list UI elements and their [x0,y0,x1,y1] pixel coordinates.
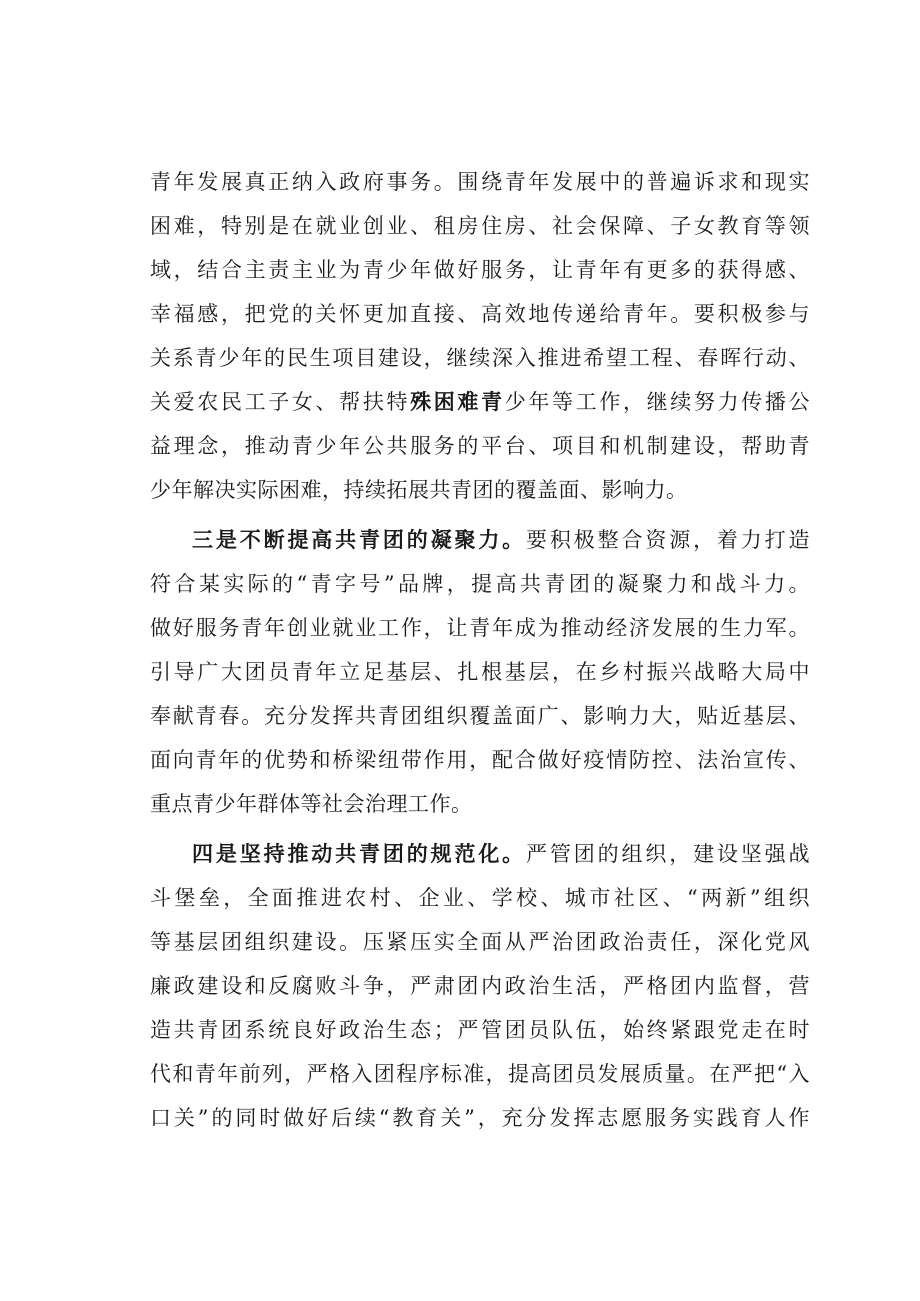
text-segment: 青年发展真正纳入政府事务。围绕青年发展中的普遍诉求和现实 [150,170,810,194]
text-segment: 等基层团组织建设。压紧压实全面从严治团政治责任，深化党风 [150,930,810,954]
text-segment: 重点青少年群体等社会治理工作。 [150,792,473,816]
text-segment: 少年等工作，继续努力传播公 [504,390,811,414]
text-line [150,876,810,920]
paragraph [150,160,810,512]
text-segment: 做好服务青年创业就业工作，让青年成为推动经济发展的生力军。 [150,616,810,640]
text-line [150,336,810,380]
text-segment: 少年解决实际困难，持续拓展共青团的覆盖面、影响力。 [150,478,688,502]
text-line [150,248,810,292]
text-segment: 廉政建设和反腐败斗争，严肃团内政治生活，严格团内监督，营 [150,974,810,998]
text-line [150,292,810,336]
bold-text: 三是不断提高共青团的凝聚力。 [192,527,527,552]
text-segment: 关爱农民工子女、帮扶特 [150,390,411,414]
text-line [150,204,810,248]
text-line [150,606,810,650]
text-segment: 幸福感，把党的关怀更加直接、高效地传递给青年。要积极参与 [150,302,810,326]
text-line [150,380,810,424]
text-line [150,424,810,468]
text-segment: 要积极整合资源，着力打造 [526,528,811,552]
text-line [150,694,810,738]
text-line [150,782,810,826]
text-line [150,964,810,1008]
text-segment: 严管团的组织，建设坚强战 [526,842,811,866]
text-segment: 益理念，推动青少年公共服务的平台、项目和机制建设，帮助青 [150,434,810,458]
text-line [150,832,810,876]
text-line [150,562,810,606]
paragraph [150,518,810,826]
text-segment: 引导广大团员青年立足基层、扎根基层，在乡村振兴战略大局中 [150,660,810,684]
body-text [150,160,810,1140]
text-segment: 域，结合主责主业为青少年做好服务，让青年有更多的获得感、 [150,258,810,282]
text-segment: 困难，特别是在就业创业、租房住房、社会保障、子女教育等领 [150,214,810,238]
bold-text: 殊困难青 [410,389,505,414]
text-line [150,518,810,562]
text-line [150,920,810,964]
text-segment: 奉献青春。充分发挥共青团组织覆盖面广、影响力大，贴近基层、 [150,704,810,728]
text-segment: 关系青少年的民生项目建设，继续深入推进希望工程、春晖行动、 [150,346,810,370]
text-segment: 造共青团系统良好政治生态；严管团员队伍，始终紧跟党走在时 [150,1018,810,1042]
text-segment: 代和青年前列，严格入团程序标准，提高团员发展质量。在严把“入 [150,1062,810,1086]
paragraph [150,832,810,1140]
text-line [150,1096,810,1140]
text-line [150,468,810,512]
text-line [150,650,810,694]
text-line [150,738,810,782]
text-line [150,160,810,204]
text-segment: 斗堡垒，全面推进农村、企业、学校、城市社区、“两新”组织 [150,886,810,910]
text-line [150,1008,810,1052]
text-segment: 符合某实际的“青字号”品牌，提高共青团的凝聚力和战斗力。 [150,572,810,596]
text-segment: 面向青年的优势和桥梁纽带作用，配合做好疫情防控、法治宣传、 [150,748,810,772]
text-line [150,1052,810,1096]
text-segment: 口关”的同时做好后续“教育关”，充分发挥志愿服务实践育人作 [150,1106,810,1130]
bold-text: 四是坚持推动共青团的规范化。 [192,841,527,866]
